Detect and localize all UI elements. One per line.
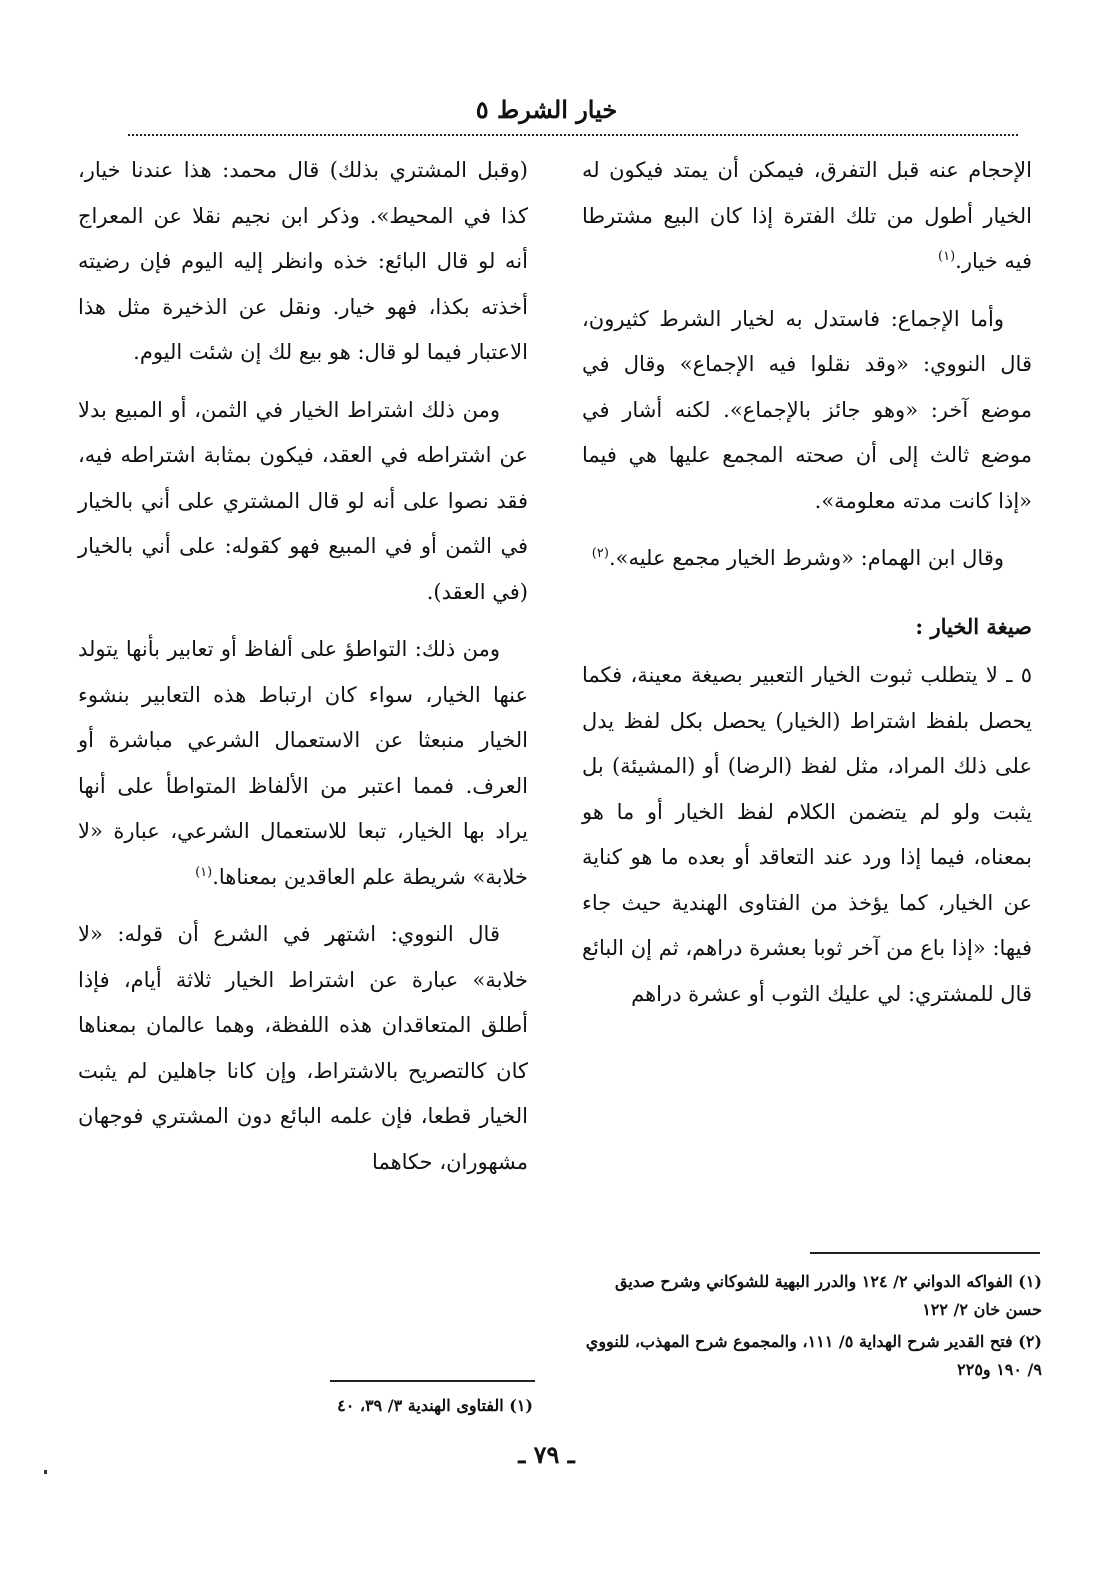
scan-speck [44, 1470, 47, 1474]
page-number: ـ ٧٩ ـ [518, 1440, 575, 1469]
right-paragraph-3-text: وقال ابن الهمام: «وشرط الخيار مجمع عليه». [608, 546, 1004, 570]
footnote-divider-left [330, 1380, 535, 1382]
header-divider [128, 134, 1018, 136]
footnote-divider-right [810, 1252, 1040, 1254]
right-paragraph-2: وأما الإجماع: فاستدل به لخيار الشرط كثيرون، قال النووي: «وقد نقلوا فيه الإجماع» وقال في موضع آخر: «وهو جائز بالإجماع». لكنه أشار في موضع ثالث إلى أن صحته المجمع عليها هي فيما «إذا كانت مدته معلومة». [582, 306, 1032, 513]
footnotes-right [582, 1268, 1042, 1388]
page-header: خيار الشرط ٥ [475, 95, 618, 124]
footnote-ref-2: (٢) [591, 546, 609, 561]
footnote-right-1: (١) الفواكه الدواني ٢/ ١٢٤ والدرر البهية للشوكاني وشرح صديق حسن خان ٢/ ١٢٢ [615, 1272, 1042, 1319]
footnote-ref-left-1: (١) [195, 864, 213, 880]
footnote-right-2: (٢) فتح القدير شرح الهداية ٥/ ١١١، والمجموع شرح المهذب، للنووي ٩/ ١٩٠ و٢٢٥ [585, 1332, 1042, 1379]
left-paragraph-1: (وقبل المشتري بذلك) قال محمد: هذا عندنا خيار، كذا في المحيط». وذكر ابن نجيم نقلا عن المعراج أنه لو قال البائع: خذه وانظر إليه اليوم فإن رضيته أخذته بكذا، فهو خيار. ونقل عن الذخيرة مثل هذا الاعتبار فيما لو قال: هو بيع لك إن شئت اليوم. [78, 158, 528, 364]
right-paragraph-3 [582, 536, 1032, 582]
right-paragraph-1-text: الإحجام عنه قبل التفرق، فيمكن أن يمتد فيكون له الخيار أطول من تلك الفترة إذا كان البيع مشترطا فيه خيار. [582, 158, 1032, 273]
right-paragraph-1 [582, 148, 1032, 285]
left-paragraph-3 [78, 627, 528, 900]
footnotes-left [258, 1392, 533, 1424]
left-paragraph-4: قال النووي: اشتهر في الشرع أن قوله: «لا خلابة» عبارة عن اشتراط الخيار ثلاثة أيام، فإذا أطلق المتعاقدان هذه اللفظة، وهما عالمان بمعناها كان كالتصريح بالاشتراط، وإن كانا جاهلين لم يثبت الخيار قطعا، فإن علمه البائع دون المشتري فوجهان مشهوران، حكاهما [78, 922, 528, 1174]
left-paragraph-3-text: ومن ذلك: التواطؤ على ألفاظ أو تعابير بأنها يتولد عنها الخيار، سواء كان ارتباط هذه التعابير بنشوء الخيار منبعثا عن الاستعمال الشرعي مباشرة أو العرف. فمما اعتبر من الألفاظ المتواطأ على أنها يراد بها الخيار، تبعا للاستعمال الشرعي، عبارة «لا خلابة» شريطة علم العاقدين بمعناها. [78, 637, 528, 889]
right-column [582, 148, 1032, 1029]
section-heading: صيغة الخيار : [915, 613, 1032, 639]
right-paragraph-4: ٥ ـ لا يتطلب ثبوت الخيار التعبير بصيغة معينة، فكما يحصل بلفظ اشتراط (الخيار) يحصل بكل لفظ يدل على ذلك المراد، مثل لفظ (الرضا) أو (المشيئة) بل يثبت ولو لم يتضمن الكلام لفظ الخيار أو ما هو بمعناه، فيما إذا ورد عند التعاقد أو بعده ما هو كناية عن الخيار، كما يؤخذ من الفتاوى الهندية حيث جاء فيها: «إذا باع من آخر ثوبا بعشرة دراهم، ثم إن البائع قال للمشتري: لي عليك الثوب أو عشرة دراهم [582, 663, 1032, 1006]
left-paragraph-2: ومن ذلك اشتراط الخيار في الثمن، أو المبيع بدلا عن اشتراطه في العقد، فيكون بمثابة اشتراطه فيه، فقد نصوا على أنه لو قال المشتري على أني بالخيار في الثمن أو في المبيع فهو كقوله: على أني بالخيار (في العقد). [78, 397, 528, 604]
footnote-ref-1: (١) [938, 249, 956, 264]
footnote-left-1: (١) الفتاوى الهندية ٣/ ٣٩، ٤٠ [337, 1396, 533, 1415]
left-column [78, 148, 528, 1197]
